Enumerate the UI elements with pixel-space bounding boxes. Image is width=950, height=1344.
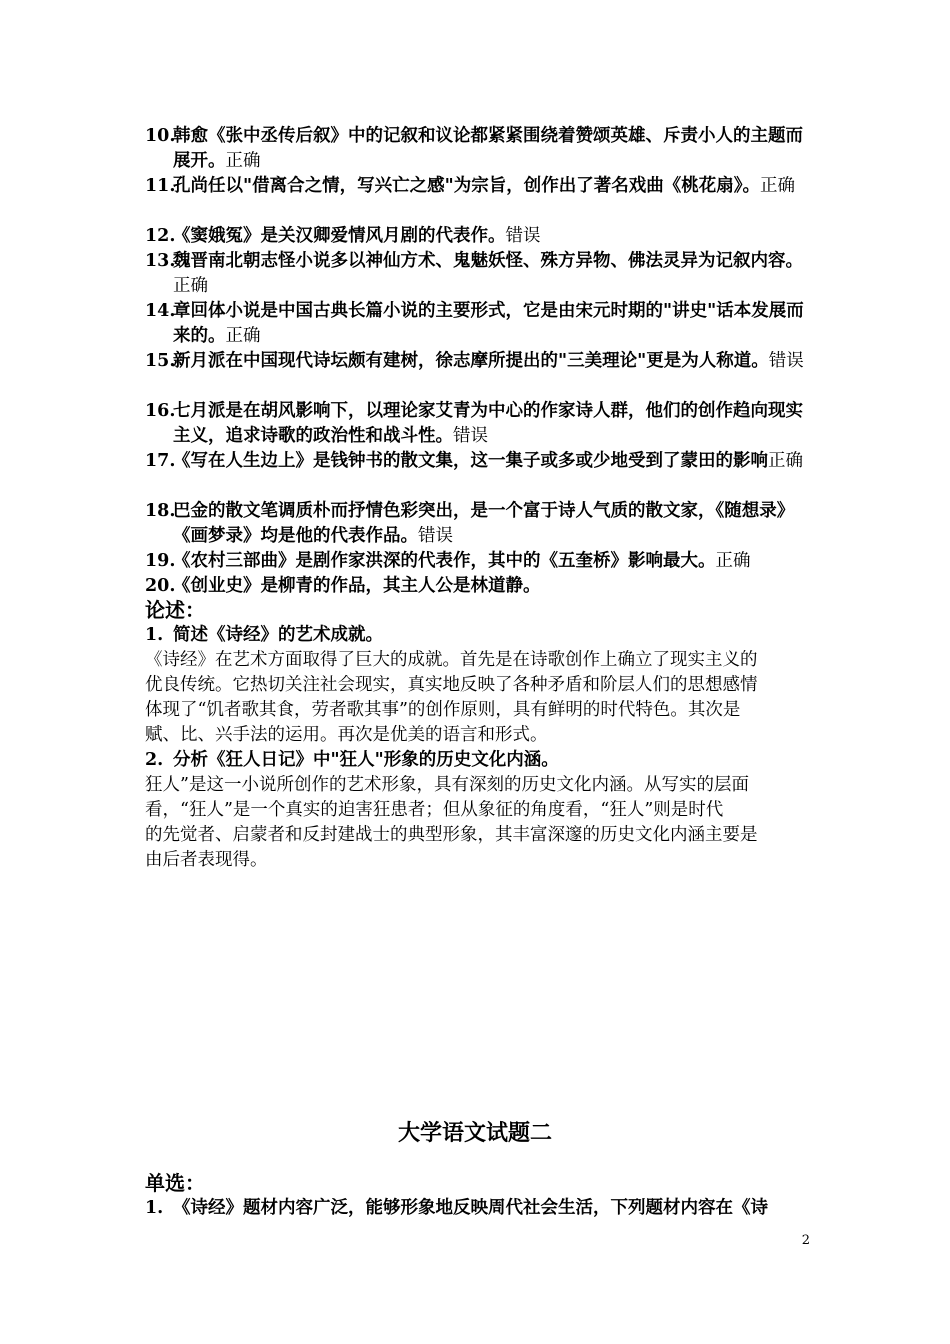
answer-line: 《诗经》在艺术方面取得了巨大的成就。首先是在诗歌创作上确立了现实主义的 — [145, 650, 758, 670]
answer-line: 赋、比、兴手法的运用。再次是优美的语言和形式。 — [145, 725, 548, 745]
page-number: 2 — [801, 1233, 810, 1248]
tf-item-12 — [145, 224, 810, 249]
question-text: 孔尚任以"借离合之情，写兴亡之感"为宗旨，创作出了著名戏曲《桃花扇》。 — [173, 176, 760, 196]
question-text: 分析《狂人日记》中"狂人"形象的历史文化内涵。 — [173, 750, 559, 770]
answer-text: 错误 — [453, 426, 488, 446]
tf-item-13 — [145, 249, 810, 299]
item-number: 20. — [145, 576, 176, 596]
item-number: 10. — [145, 126, 176, 146]
item-number: 15. — [145, 351, 176, 371]
question-text: 《窦娥冤》是关汉卿爱情风月剧的代表作。 — [173, 226, 506, 246]
question-text: 魏晋南北朝志怪小说多以神仙方术、鬼魅妖怪、殊方异物、佛法灵异为记叙内容。 — [173, 251, 803, 271]
question-text: 章回体小说是中国古典长篇小说的主要形式，它是由宋元时期的"讲史"话本发展而来的。 — [173, 301, 804, 346]
item-number: 18. — [145, 501, 176, 521]
question-text: 《写在人生边上》是钱钟书的散文集，这一集子或多或少地受到了蒙田的影响 — [173, 451, 768, 471]
essay-question-2 — [145, 748, 810, 773]
choice-question-1 — [145, 1196, 810, 1221]
answer-text: 正确 — [225, 326, 261, 346]
item-number: 1. — [145, 1198, 164, 1218]
answer-text: 错误 — [768, 351, 804, 371]
tf-item-15 — [145, 349, 810, 374]
answer-line: 狂人”是这一小说所创作的艺术形象，具有深刻的历史文化内涵。从写实的层面 — [145, 775, 749, 795]
question-text: 七月派是在胡风影响下，以理论家艾青为中心的作家诗人群，他们的创作趋向现实主义，追求诗歌的政治性和战斗性。 — [173, 401, 803, 446]
essay-heading: 论述： — [145, 598, 205, 622]
essay-answer-2 — [145, 773, 810, 873]
question-text: 巴金的散文笔调质朴而抒情色彩突出，是一个富于诗人气质的散文家，《随想录》《画梦录》均是他的代表作品。 — [173, 501, 795, 546]
answer-text: 正确 — [173, 276, 208, 296]
item-number: 17. — [145, 451, 176, 471]
item-number: 11. — [145, 176, 176, 196]
tf-item-17 — [145, 449, 810, 474]
question-text: 韩愈《张中丞传后叙》中的记叙和议论都紧紧围绕着赞颂英雄、斥责小人的主题而展开。 — [173, 126, 803, 171]
answer-text: 正确 — [715, 551, 751, 571]
question-text: 《农村三部曲》是剧作家洪深的代表作，其中的《五奎桥》影响最大。 — [173, 551, 716, 571]
item-number: 2. — [145, 750, 164, 770]
section-title: 大学语文试题二 — [397, 1120, 552, 1146]
item-number: 1. — [145, 625, 164, 645]
item-number: 14. — [145, 301, 176, 321]
answer-text: 错误 — [505, 226, 541, 246]
essay-answer-1 — [145, 648, 810, 748]
answer-line: 由后者表现得。 — [145, 850, 268, 870]
single-choice-heading: 单选： — [145, 1171, 205, 1195]
question-text: 新月派在中国现代诗坛颇有建树，徐志摩所提出的"三美理论"更是为人称道。 — [173, 351, 769, 371]
question-text: 《创业史》是柳青的作品，其主人公是林道静。 — [173, 576, 541, 596]
essay-question-1 — [145, 623, 810, 648]
answer-line: 看，“狂人”是一个真实的迫害狂患者；但从象征的角度看，“狂人”则是时代 — [145, 800, 724, 820]
answer-line: 优良传统。它热切关注社会现实，真实地反映了各种矛盾和阶层人们的思想感情 — [145, 675, 758, 695]
item-number: 16. — [145, 401, 176, 421]
tf-item-16 — [145, 399, 810, 449]
question-text: 简述《诗经》的艺术成就。 — [173, 625, 383, 645]
answer-text: 正确 — [225, 151, 261, 171]
answer-text: 错误 — [418, 526, 453, 546]
tf-item-10 — [145, 124, 810, 174]
tf-item-20 — [145, 574, 810, 599]
item-number: 12. — [145, 226, 176, 246]
tf-item-19 — [145, 549, 810, 574]
answer-text: 正确 — [768, 451, 803, 471]
tf-item-11 — [145, 174, 810, 199]
question-text: 《诗经》题材内容广泛，能够形象地反映周代社会生活，下列题材内容在《诗 — [173, 1198, 768, 1218]
tf-item-14 — [145, 299, 810, 349]
item-number: 13. — [145, 251, 176, 271]
item-number: 19. — [145, 551, 176, 571]
tf-item-18 — [145, 499, 810, 549]
answer-text: 正确 — [759, 176, 795, 196]
answer-line: 体现了“饥者歌其食，劳者歌其事”的创作原则，具有鲜明的时代特色。其次是 — [145, 700, 741, 720]
answer-line: 的先觉者、启蒙者和反封建战士的典型形象，其丰富深邃的历史文化内涵主要是 — [145, 825, 758, 845]
